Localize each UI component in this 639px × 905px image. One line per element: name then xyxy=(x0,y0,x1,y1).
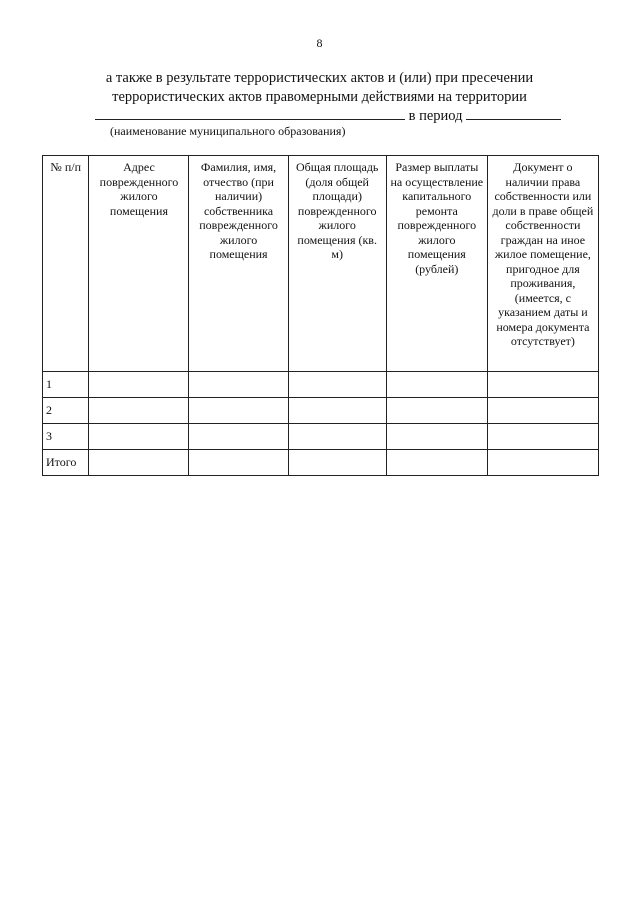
cell-address[interactable] xyxy=(89,450,189,476)
territory-blank-field[interactable] xyxy=(95,106,405,120)
table-header-row xyxy=(43,156,599,372)
table-row xyxy=(43,372,599,398)
heading-line-3 xyxy=(95,106,575,124)
table-row xyxy=(43,398,599,424)
cell-address[interactable] xyxy=(89,372,189,398)
territory-caption: (наименование муниципального образования) xyxy=(110,124,346,138)
cell-owner-name[interactable] xyxy=(189,372,288,398)
cell-document[interactable] xyxy=(487,450,598,476)
table-row xyxy=(43,424,599,450)
header-document: Документ о наличии права собственности или доли в праве общей собственности граждан на иное жилое помещение, пригодное для проживания, (имеется, с указанием даты и номера документа отсутствует) xyxy=(487,156,598,372)
cell-payment[interactable] xyxy=(386,372,487,398)
header-address: Адрес поврежденного жилого помещения xyxy=(89,156,189,372)
header-owner-name: Фамилия, имя, отчество (при наличии) собственника поврежденного жилого помещения xyxy=(189,156,288,372)
heading-line-2: террористических актов правомерными действиями на территории xyxy=(112,89,527,105)
header-payment: Размер выплаты на осуществление капитального ремонта поврежденного жилого помещения (рублей) xyxy=(386,156,487,372)
row-label: 2 xyxy=(43,398,89,424)
cell-document[interactable] xyxy=(487,424,598,450)
period-label: в период xyxy=(408,108,463,124)
cell-owner-name[interactable] xyxy=(189,398,288,424)
row-label: 1 xyxy=(43,372,89,398)
cell-owner-name[interactable] xyxy=(189,424,288,450)
cell-payment[interactable] xyxy=(386,450,487,476)
cell-payment[interactable] xyxy=(386,424,487,450)
cell-address[interactable] xyxy=(89,424,189,450)
cell-address[interactable] xyxy=(89,398,189,424)
heading-line-1: а также в результате террористических актов и (или) при пресечении xyxy=(105,70,534,86)
damaged-housing-table xyxy=(42,155,599,476)
cell-payment[interactable] xyxy=(386,398,487,424)
cell-document[interactable] xyxy=(487,372,598,398)
page-number: 8 xyxy=(316,36,323,50)
header-number: № п/п xyxy=(43,156,89,372)
row-label: Итого xyxy=(43,450,89,476)
cell-document[interactable] xyxy=(487,398,598,424)
cell-area[interactable] xyxy=(288,372,386,398)
cell-area[interactable] xyxy=(288,424,386,450)
header-area: Общая площадь (доля общей площади) поврежденного жилого помещения (кв. м) xyxy=(288,156,386,372)
table-row-total xyxy=(43,450,599,476)
period-blank-field[interactable] xyxy=(466,106,561,120)
row-label: 3 xyxy=(43,424,89,450)
cell-area[interactable] xyxy=(288,450,386,476)
cell-area[interactable] xyxy=(288,398,386,424)
cell-owner-name[interactable] xyxy=(189,450,288,476)
